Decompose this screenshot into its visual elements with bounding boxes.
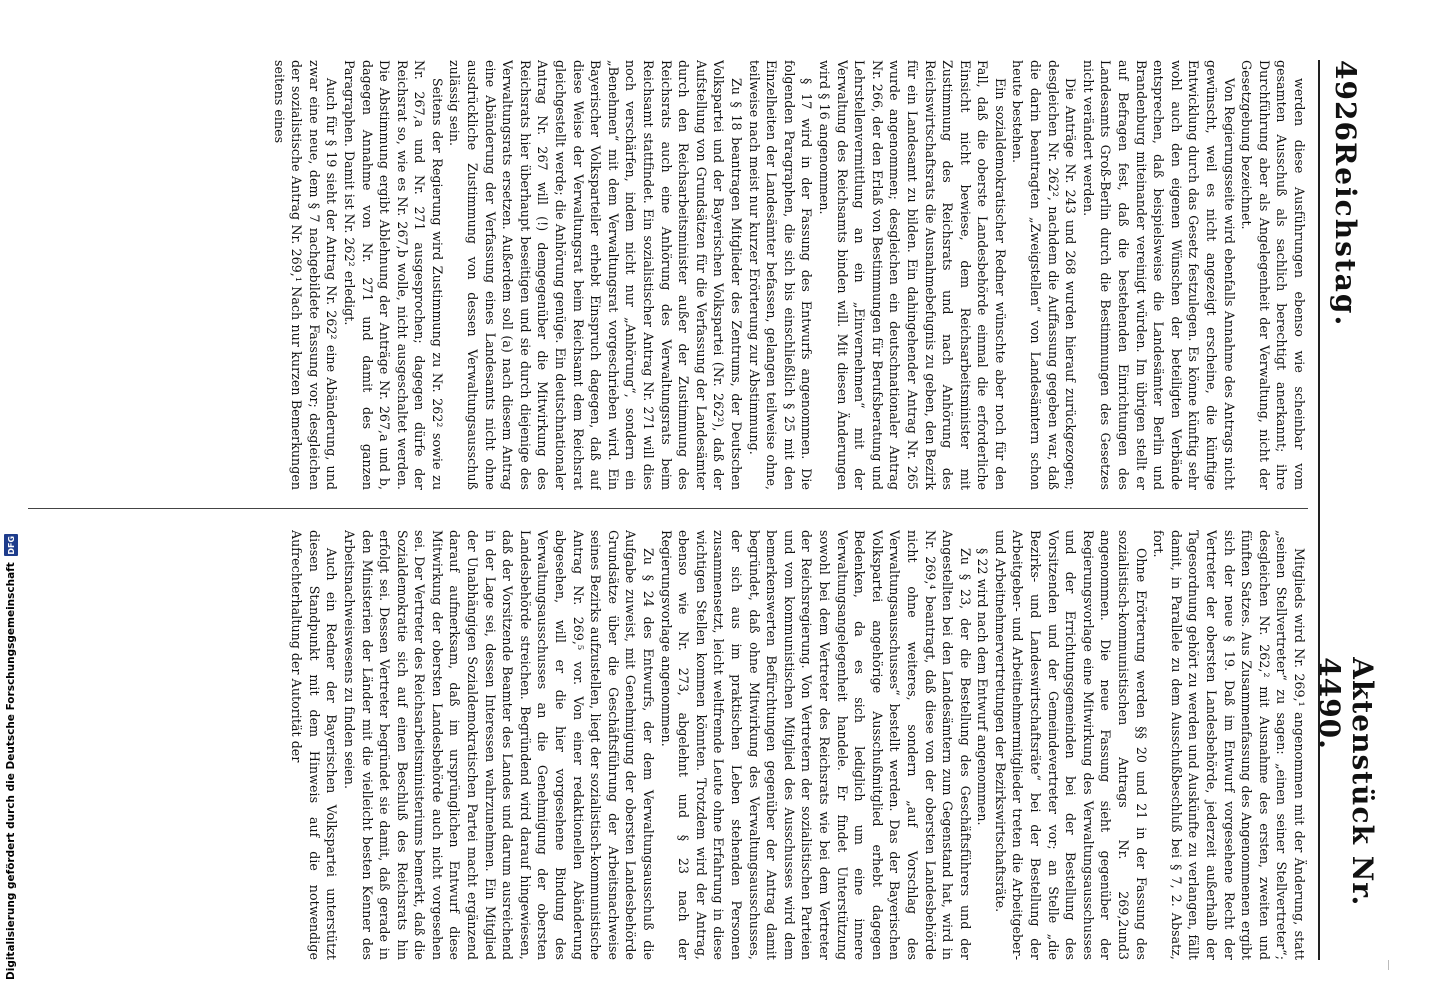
column-divider: [28, 508, 1308, 509]
header-rule: [1318, 60, 1320, 960]
funding-footer: [3, 20, 19, 980]
paragraph: Auch ein Redner der Bayerischen Volkspartei unterstützt diesen Standpunkt mit dem Hinweis auf die notwendige Aufrechterhaltung der Autorität der: [289, 530, 340, 960]
document-number: Aktenstück Nr. 4490.: [1313, 657, 1379, 907]
paragraph: § 17 wird in der Fassung des Entwurfs angenommen. Die folgenden Paragraphen, die sich bis einschließlich § 25 mit den Einzelheiten der Landesämter befassen, gelangen teilweise ohne, teilweise nach meist nur kurzer Erörterung zur Abstimmung.: [746, 60, 815, 490]
paragraph: Die Anträge Nr. 243 und 268 wurden hierauf zurückgezogen; desgleichen Nr. 262², nachdem die Auffassung gegeben war, daß die darin beantragten „Zweigstellen“ von Landesämtern schon heute bestehen.: [1010, 60, 1079, 490]
running-title: Reichstag.: [1329, 141, 1363, 328]
paragraph: werden diese Ausführungen ebenso wie scheinbar vom gesamten Ausschuß als sachlich berechtigt anerkannt; ihre Durchführung aber als Angelegenheit der Verwaltung, nicht der Gesetzgebung bezeichnet.: [1239, 60, 1307, 490]
paragraph: § 22 wird nach dem Entwurf angenommen.: [975, 548, 991, 826]
right-column: [28, 530, 1308, 960]
funding-note: Digitalisierung gefördert durch die Deutsche Forschungsgemeinschaft: [5, 562, 17, 980]
page-number: 4926: [1329, 60, 1363, 142]
paragraph: Mitglieds wird Nr. 269,¹ angenommen mit der Änderung, statt „seinen Stellvertreter“ zu sagen: „einen seiner Stellvertreter“; desgleichen Nr. 262,² mit Ausnahme des ersten, zweiten und fünften Satzes. Aus Zusammenfassung des Angenommenen ergibt sich der neue § 19. Daß im Entwurf vorgesehene Recht der Vertreter der obersten Landesbehörde, jederzeit außerhalb der Tagesordnung gehört zu werden und Auskünfte zu verlangen, fällt damit, in Parallele zu dem Ausschußbeschluß bei § 7, 2. Absatz, fort.: [1151, 530, 1307, 960]
paragraph: Auch für § 19 sieht der Antrag Nr. 262² eine Abänderung, und zwar eine neue, dem § 7 nachgebildete Fassung vor; desgleichen der sozialistische Antrag Nr. 269,¹ Nach nur kurzen Bemerkungen seitens eines: [271, 60, 340, 490]
page-header: [1313, 60, 1379, 960]
paragraph: Zu § 24 des Entwurfs, der dem Verwaltungsausschuß die Aufgabe zuweist, mit Genehmigung der obersten Landesbehörde Grundsätze über die Geschäftsführung der Arbeitsnachweise seines Bezirks aufzustellen, liegt der sozialistisch-kommunistische Antrag Nr. 269,⁵ vor. Von einer redaktionellen Abänderung abgesehen, will er die hier vorgesehene Bindung des Verwaltungsausschusses an die Genehmigung der obersten Landesbehörde streichen. Begründend wird darauf hingewiesen, daß der Vorsitzende Beamter des Landes und darum ausreichend in der Lage sei, dessen Interessen wahrzunehmen. Ein Mitglied der Unabhängigen Sozialdemokratischen Partei macht ergänzend darauf aufmerksam, daß im ursprünglichen Entwurf diese Mitwirkung der obersten Landesbehörde auch nicht vorgesehen sei. Der Vertreter des Reichsarbeitsministeriums bemerkt, daß die Sozialdemokratie sich auf einen Beschluß des Reichsrats hin erfolgt sei. Dessen Vertreter begründet sie damit, daß gerade in den Ministerien der Länder mit die vielleicht besten Kenner des Arbeitsnachweiswesens zu finden seien.: [341, 530, 657, 960]
paragraph: Von Regierungsseite wird ebenfalls Annahme des Antrags nicht gewünscht, weil es nicht angezeigt erscheine, die künftige Entwicklung durch das Gesetz festzulegen. Es könne künftig sehr wohl auch den eigenen Wünschen der beteiligten Verbände entsprechen, daß beispielsweise die Landesämter Berlin und Brandenburg miteinander vereinigt würden. Im übrigen stellt er auf Befragen fest, daß die bestehenden Einrichtungen des Landesamts Groß-Berlin durch die Bestimmungen des Gesetzes nicht verändert werden.: [1080, 60, 1237, 490]
paragraph: Ohne Erörterung werden §§ 20 und 21 in der Fassung des sozialistisch-kommunistischen Antrags Nr. 269,2und3 angenommen. Die neue Fassung sieht gegenüber der Regierungsvorlage eine Mitwirkung des Verwaltungsausschusses und der Errichtungsgemeinden bei der Bestellung des Vorsitzenden und der Gemeindevertreter vor; an Stelle „die Bezirks- und Landeswirtschaftsräte“ bei der Bestellung der Arbeitgeber- und Arbeitnehmermitglieder treten die Arbeitgeber- und Arbeitnehmervertretungen der Bezirkswirtschaftsräte.: [992, 530, 1149, 960]
left-column: [28, 60, 1308, 490]
paragraph: Ein sozialdemokratischer Redner wünschte aber noch für den Fall, daß die oberste Landesbehörde einmal die erforderliche Einsicht nicht bewiese, dem Reichsarbeitsminister mit Zustimmung des Reichsrats und nach Anhörung des Reichswirtschaftsrats die Ausnahmebefugnis zu geben, den Bezirk für ein Landesamt zu bilden. Ein dahingehender Antrag Nr. 265 wurde angenommen; desgleichen ein deutschnationaler Antrag Nr. 266, der den Erlaß von Bestimmungen für Berufsberatung und Lehrstellenvermittlung an ein „Einvernehmen“ mit der Verwaltung des Reichsamts binden will. Mit diesen Änderungen wird § 16 angenommen.: [816, 60, 1008, 490]
paragraph: Seitens der Regierung wird Zustimmung zu Nr. 262² sowie zu Nr. 267,a und Nr. 271 ausgesprochen; dagegen dürfe der Reichsrat so, wie es Nr. 267,b wolle, nicht ausgeschaltet werden. Die Abstimmung ergibt Ablehnung der Anträge Nr. 267,a und b, dagegen Annahme von Nr. 271 und damit des ganzen Paragraphen. Damit ist Nr. 262² erledigt.: [341, 60, 445, 490]
paragraph: Zu § 18 beantragen Mitglieder des Zentrums, der Deutschen Volkspartei und der Bayerischen Volkspartei (Nr. 262²), daß der Aufstellung von Grundsätzen für die Verfassung der Landesämter durch den Reichsarbeitsminister außer der Zustimmung des Reichsrats auch eine Anhörung des Verwaltungsrats beim Reichsamt stattfindet. Ein sozialistischer Antrag Nr. 271 will dies noch verschärfen, indem nicht nur „Anhörung“, sondern ein „Benehmen“ mit dem Verwaltungsrat vorgeschrieben wird. Ein Bayerischer Volksparteiler erhebt Einspruch dagegen, daß auf diese Weise der Verwaltungsrat beim Reichsamt dem Reichsrat gleichgestellt werde; die Anhörung genüge. Ein deutschnationaler Antrag Nr. 267 will (!) demgegenüber die Mitwirkung des Reichsrats hier überhaupt beseitigen und sie durch diejenige des Verwaltungsrats ersetzen. Außerdem soll (a) nach diesem Antrag eine Abänderung der Verfassung eines Landesamts nicht ohne ausdrückliche Zustimmung von dessen Verwaltungsausschuß zulässig sein.: [447, 60, 744, 490]
paragraph: Zu § 23, der die Bestellung des Geschäftsführers und der Angestellten bei den Landesämtern zum Gegenstand hat, wird in Nr. 269,⁴ beantragt, daß diese von der obersten Landesbehörde nicht ohne weiteres, sondern „auf Vorschlag des Verwaltungsausschusses“ bestellt werden. Das der Bayerischen Volkspartei angehörige Ausschußmitglied erhebt dagegen Bedenken, da es sich lediglich um eine innere Verwaltungsangelegenheit handele. Er findet Unterstützung sowohl bei dem Vertreter des Reichsrats wie bei dem Vertreter der Reichsregierung. Von Vertretern der sozialistischen Parteien und vom kommunistischen Mitglied des Ausschusses wird dem bemerkenswerten Befürchtungen gegenüber der Antrag damit begründet, daß ohne Mitwirkung des Verwaltungsausschusses, der sich aus im praktischen Leben stehenden Personen zusammensetzt, leicht weltfremde Leute ohne Erfahrung in diese wichtigen Stellen kommen könnten. Trotzdem wird der Antrag, ebenso wie Nr. 273, abgelehnt und § 23 nach der Regierungsvorlage angenommen.: [658, 530, 973, 960]
dfg-logo: DFG: [4, 534, 18, 556]
scan-edge-mark: [1388, 960, 1389, 970]
